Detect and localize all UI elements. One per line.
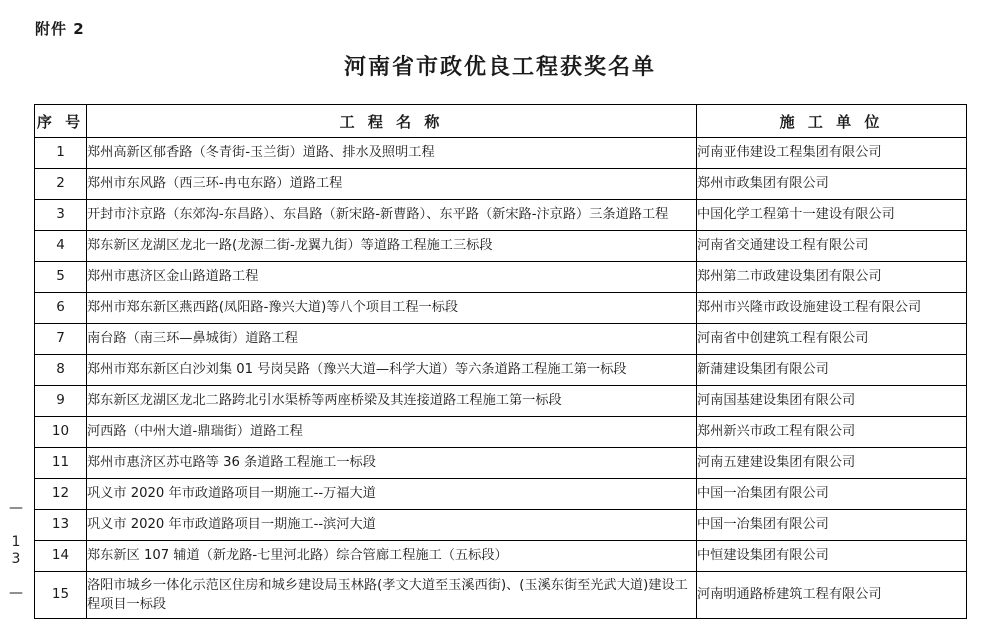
row-construction-unit: 河南省中创建筑工程有限公司 xyxy=(697,324,967,355)
row-no: 5 xyxy=(35,262,87,293)
table-header-row xyxy=(35,105,967,138)
row-project-name: 巩义市 2020 年市政道路项目一期施工--滨河大道 xyxy=(87,510,697,541)
table-row xyxy=(35,355,967,386)
table-row xyxy=(35,169,967,200)
row-construction-unit: 郑州市兴隆市政设施建设工程有限公司 xyxy=(697,293,967,324)
table-row xyxy=(35,386,967,417)
table-row xyxy=(35,138,967,169)
row-project-name: 郑东新区 107 辅道（新龙路-七里河北路）综合管廊工程施工（五标段） xyxy=(87,541,697,572)
row-project-name: 郑州市东风路（西三环-冉屯东路）道路工程 xyxy=(87,169,697,200)
table-row xyxy=(35,572,967,619)
row-project-name: 郑东新区龙湖区龙北一路(龙源二街-龙翼九街）等道路工程施工三标段 xyxy=(87,231,697,262)
row-construction-unit: 中国一冶集团有限公司 xyxy=(697,510,967,541)
row-construction-unit: 郑州第二市政建设集团有限公司 xyxy=(697,262,967,293)
row-no: 10 xyxy=(35,417,87,448)
row-project-name: 洛阳市城乡一体化示范区住房和城乡建设局玉林路(孝文大道至玉溪西街)、(玉溪东街至光武大道)建设工程项目一标段 xyxy=(87,572,697,619)
column-header-project-name: 工 程 名 称 xyxy=(87,105,697,138)
row-project-name: 郑州市郑东新区燕西路(凤阳路-豫兴大道)等八个项目工程一标段 xyxy=(87,293,697,324)
row-construction-unit: 河南明通路桥建筑工程有限公司 xyxy=(697,572,967,619)
row-construction-unit: 中国一冶集团有限公司 xyxy=(697,479,967,510)
row-project-name: 郑东新区龙湖区龙北二路跨北引水渠桥等两座桥梁及其连接道路工程施工第一标段 xyxy=(87,386,697,417)
row-construction-unit: 河南五建建设集团有限公司 xyxy=(697,448,967,479)
row-project-name: 南台路（南三环—鼻城街）道路工程 xyxy=(87,324,697,355)
column-header-no: 序 号 xyxy=(35,105,87,138)
row-project-name: 开封市汴京路（东郊沟-东昌路）、东昌路（新宋路-新曹路）、东平路（新宋路-汴京路）三条道路工程 xyxy=(87,200,697,231)
row-no: 2 xyxy=(35,169,87,200)
column-header-construction-unit: 施 工 单 位 xyxy=(697,105,967,138)
table-row xyxy=(35,293,967,324)
row-project-name: 郑州高新区郁香路（冬青街-玉兰街）道路、排水及照明工程 xyxy=(87,138,697,169)
row-no: 12 xyxy=(35,479,87,510)
award-list-table xyxy=(34,104,967,619)
row-project-name: 郑州市郑东新区白沙刘集 01 号岗吴路（豫兴大道—科学大道）等六条道路工程施工第一标段 xyxy=(87,355,697,386)
row-construction-unit: 河南国基建设集团有限公司 xyxy=(697,386,967,417)
table-row xyxy=(35,324,967,355)
row-project-name: 河西路（中州大道-鼎瑞街）道路工程 xyxy=(87,417,697,448)
row-project-name: 郑州市惠济区金山路道路工程 xyxy=(87,262,697,293)
row-project-name: 郑州市惠济区苏屯路等 36 条道路工程施工一标段 xyxy=(87,448,697,479)
row-no: 14 xyxy=(35,541,87,572)
row-construction-unit: 郑州市政集团有限公司 xyxy=(697,169,967,200)
row-construction-unit: 郑州新兴市政工程有限公司 xyxy=(697,417,967,448)
table-header xyxy=(35,105,967,138)
row-construction-unit: 河南省交通建设工程有限公司 xyxy=(697,231,967,262)
side-page-number: — 13 — xyxy=(8,500,24,602)
row-no: 4 xyxy=(35,231,87,262)
table-row xyxy=(35,262,967,293)
page-title: 河南省市政优良工程获奖名单 xyxy=(343,55,656,80)
row-no: 13 xyxy=(35,510,87,541)
table-row xyxy=(35,541,967,572)
table-row xyxy=(35,231,967,262)
row-no: 9 xyxy=(35,386,87,417)
table-row xyxy=(35,448,967,479)
row-construction-unit: 中国化学工程第十一建设有限公司 xyxy=(697,200,967,231)
attachment-label: 附件 2 xyxy=(35,20,85,38)
row-project-name: 巩义市 2020 年市政道路项目一期施工--万福大道 xyxy=(87,479,697,510)
table-body xyxy=(35,138,967,619)
row-no: 1 xyxy=(35,138,87,169)
row-no: 3 xyxy=(35,200,87,231)
row-no: 15 xyxy=(35,572,87,619)
table-row xyxy=(35,200,967,231)
table-row xyxy=(35,510,967,541)
row-no: 11 xyxy=(35,448,87,479)
row-construction-unit: 中恒建设集团有限公司 xyxy=(697,541,967,572)
row-construction-unit: 新蒲建设集团有限公司 xyxy=(697,355,967,386)
row-no: 7 xyxy=(35,324,87,355)
table-row xyxy=(35,417,967,448)
row-no: 6 xyxy=(35,293,87,324)
row-construction-unit: 河南亚伟建设工程集团有限公司 xyxy=(697,138,967,169)
row-no: 8 xyxy=(35,355,87,386)
table-row xyxy=(35,479,967,510)
